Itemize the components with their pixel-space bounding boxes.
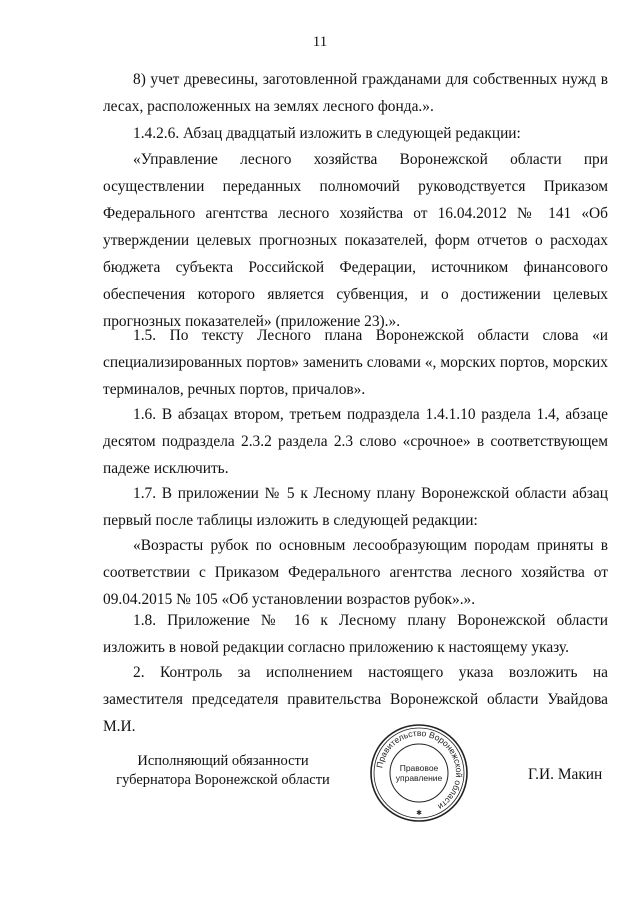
stamp-center-line1: Правовое [399,763,439,773]
paragraph-8-item: 8) учет древесины, заготовленной гражданами для собственных нужд в лесах, расположенных на землях лесного фонда.». [103,71,608,115]
signatory-name: Г.И. Макин [528,766,603,783]
signatory-title-line1: Исполняющий обязанности [137,753,309,769]
legal-department-stamp [368,722,470,824]
page-number: 11 [312,34,328,50]
paragraph-2-control: 2. Контроль за исполнением настоящего указа возложить на заместителя председателя правительства Воронежской области Увайдова М.И. [103,664,608,735]
paragraph-1-6: 1.6. В абзацах втором, третьем подраздела 1.4.1.10 раздела 1.4, абзаце десятом подраздела 2.3.2 раздела 2.3 слово «срочное» в соответствующем падеже исключить. [103,406,608,477]
signatory-title [103,752,343,790]
paragraph-1-5: 1.5. По тексту Лесного плана Воронежской области слова «и специализированных портов» заменить словами «, морских портов, морских терминалов, речных портов, причалов». [103,327,608,398]
signatory-title-line2: губернатора Воронежской области [116,772,330,788]
stamp-star-icon: ✱ [416,809,422,817]
paragraph-1-4-2-6: 1.4.2.6. Абзац двадцатый изложить в следующей редакции: [133,125,521,142]
paragraph-quote-management: «Управление лесного хозяйства Воронежской области при осуществлении переданных полномочий руководствуется Приказом Федерального агентства лесного хозяйства от 16.04.2012 № 141 «Об утверждении целевых прогнозных показателей, форм отчетов о расходах бюджета субъекта Российской Федерации, источником финансового обеспечения которого является субвенция, и о достижении целевых прогнозных показателей» (приложение 23).». [103,151,608,330]
stamp-ring-text: Правительство Воронежской области [374,727,465,812]
paragraph-1-7: 1.7. В приложении № 5 к Лесному плану Воронежской области абзац первый после таблицы изложить в следующей редакции: [103,485,608,529]
paragraph-1-8: 1.8. Приложение № 16 к Лесному плану Воронежской области изложить в новой редакции согласно приложению к настоящему указу. [103,612,608,656]
stamp-center-line2: управление [395,773,443,783]
paragraph-quote-ages: «Возрасты рубок по основным лесообразующим породам приняты в соответствии с Приказом Федерального агентства лесного хозяйства от 09.04.2015 № 105 «Об установлении возрастов рубок».». [103,537,608,608]
